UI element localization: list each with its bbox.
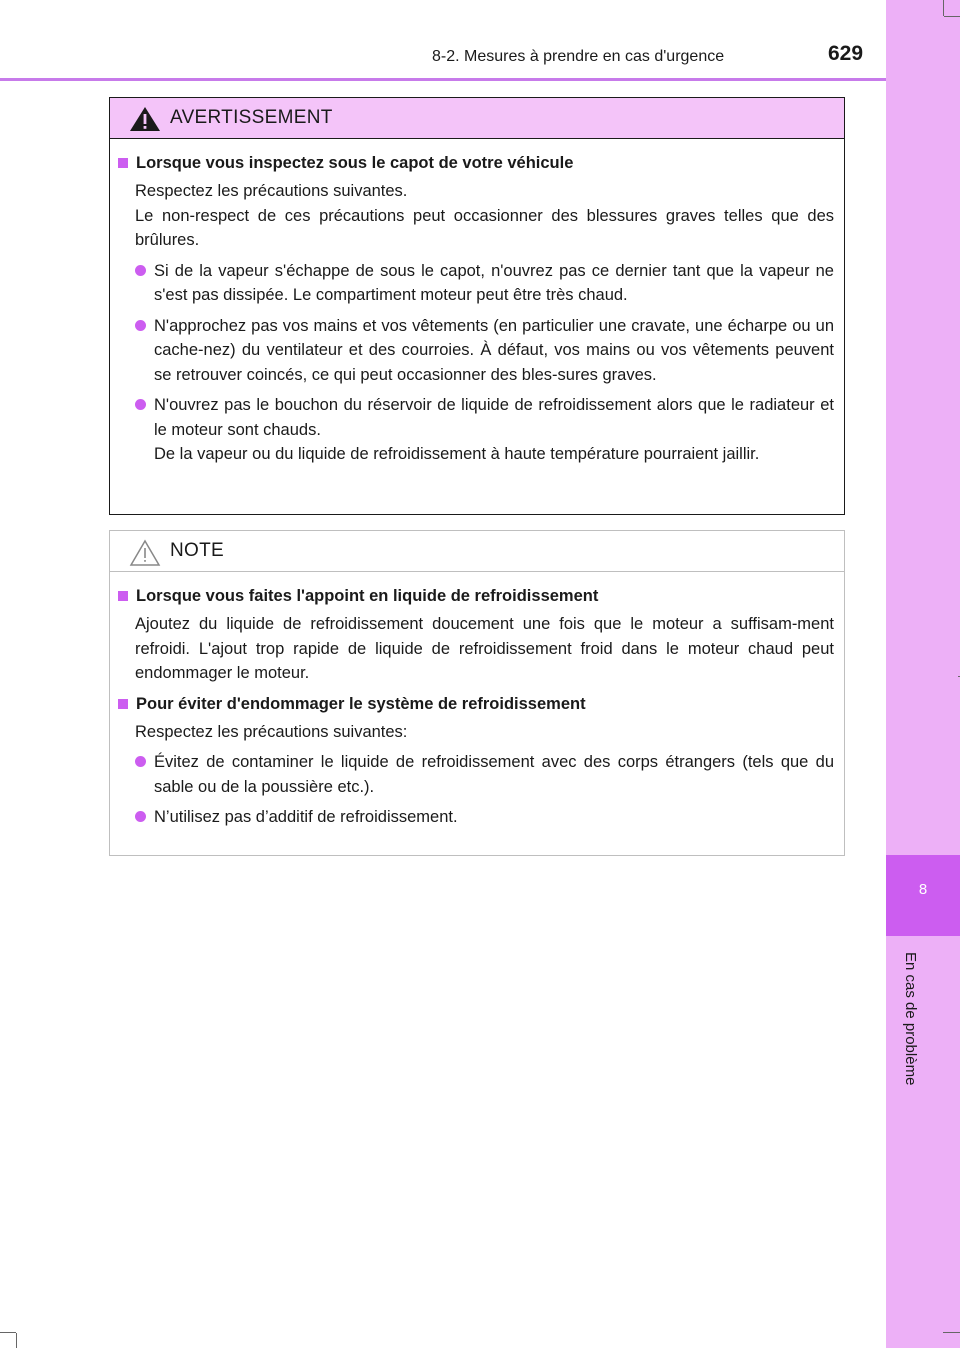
bullet-line: De la vapeur ou du liquide de refroidissement à haute température pourraient jaillir. [154, 445, 760, 463]
square-bullet-icon [118, 699, 128, 709]
chapter-number-tab [886, 855, 960, 936]
warning-box [109, 97, 845, 515]
bullet-text: N'approchez pas vos mains et vos vêtements (en particulier une cravate, une écharpe ou un cache-nez) du ventilateur et des courroies. À défaut, vos mains ou vos vêtements peuvent se retrouver coincés, ce qui peut occasionner des bles-sures graves. [154, 316, 834, 384]
bullet-text: N’utilisez pas d’additif de refroidissement. [154, 808, 458, 826]
warning-triangle-icon [129, 106, 161, 132]
bullet-text [154, 393, 834, 467]
list-item [135, 314, 834, 388]
bullet-line: N'ouvrez pas le bouchon du réservoir de liquide de refroidissement alors que le radiateur et le moteur sont chauds. [154, 396, 834, 439]
note-title: NOTE [170, 540, 224, 561]
warning-body [110, 139, 844, 467]
list-item [135, 393, 834, 467]
crop-mark [943, 0, 944, 16]
crop-mark [0, 1332, 16, 1333]
note-heading-2 [118, 692, 834, 716]
crop-mark [943, 1332, 960, 1333]
chapter-label: En cas de problème [902, 952, 919, 1086]
square-bullet-icon [118, 158, 128, 168]
warning-intro-line: Le non-respect de ces précautions peut occasionner des blessures graves telles que des brûlures. [135, 206, 834, 249]
note-paragraph: Respectez les précautions suivantes: [135, 722, 408, 741]
warning-title: AVERTISSEMENT [170, 107, 333, 128]
crop-mark [944, 16, 960, 17]
note-header [110, 531, 844, 572]
note-body [110, 572, 844, 830]
bullet-text: Évitez de contaminer le liquide de refroidissement avec des corps étrangers (tels que du sable ou de la poussière etc.). [154, 753, 834, 796]
warning-header [110, 98, 844, 139]
square-bullet-icon [118, 591, 128, 601]
header-rule [0, 78, 886, 81]
warning-intro-line: Respectez les précautions suivantes. [135, 182, 408, 200]
chapter-number: 8 [918, 881, 928, 898]
bullet-text: Si de la vapeur s'échappe de sous le capot, n'ouvrez pas ce dernier tant que la vapeur ne s'est pas dissipée. Le compartiment moteur peut être très chaud. [154, 261, 834, 304]
note-heading-text: Lorsque vous faites l'appoint en liquide de refroidissement [136, 587, 599, 605]
round-bullet-icon [135, 811, 146, 822]
list-item [135, 750, 834, 799]
page-number: 629 [828, 42, 864, 65]
note-heading-1 [118, 584, 834, 608]
chapter-side-tab [886, 0, 960, 1348]
list-item [135, 259, 834, 308]
round-bullet-icon [135, 399, 146, 410]
list-item [135, 805, 834, 830]
note-box [109, 530, 845, 856]
warning-intro [135, 179, 834, 253]
round-bullet-icon [135, 265, 146, 276]
crop-mark [16, 1333, 17, 1348]
round-bullet-icon [135, 756, 146, 767]
caution-triangle-icon [129, 539, 161, 567]
note-heading-text: Pour éviter d'endommager le système de refroidissement [136, 694, 586, 713]
warning-heading-text: Lorsque vous inspectez sous le capot de votre véhicule [136, 154, 574, 172]
section-title: 8-2. Mesures à prendre en cas d'urgence [432, 48, 725, 65]
warning-heading [118, 151, 834, 175]
note-paragraph: Ajoutez du liquide de refroidissement doucement une fois que le moteur a suffisam-ment refroidi. L'ajout trop rapide de liquide de refroidissement froid dans le moteur chaud peut endommager le moteur. [135, 615, 834, 682]
round-bullet-icon [135, 320, 146, 331]
